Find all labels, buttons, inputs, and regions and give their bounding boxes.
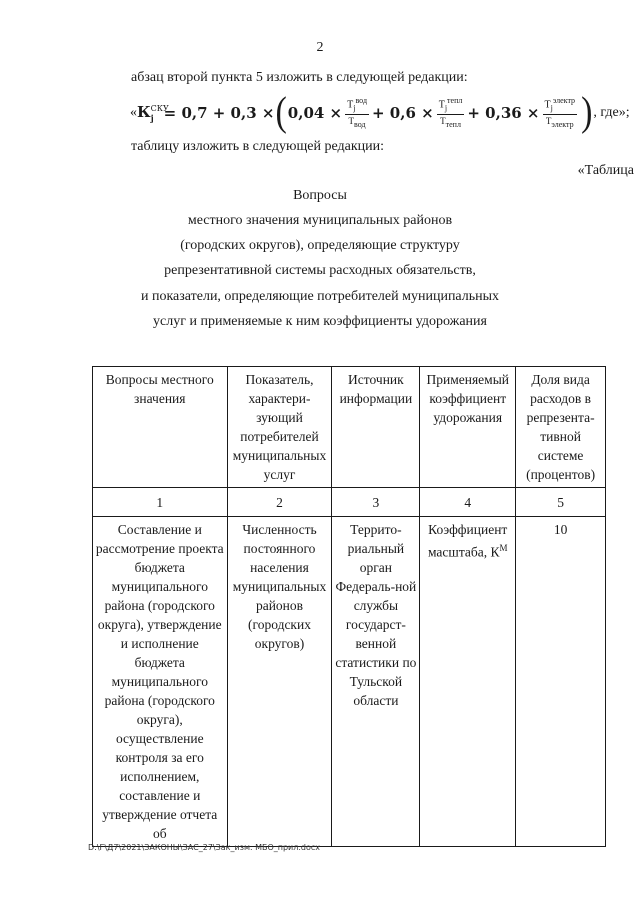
header-source: Источник информации (332, 367, 420, 488)
table-column-numbers-row (93, 488, 606, 517)
table-instruction-line: таблицу изложить в следующей редакции: (131, 139, 385, 154)
formula-tail: , где»; (593, 105, 630, 120)
formula-plus-electric: + 0,36 × (467, 104, 540, 122)
formula-plus-heat: + 0,6 × (372, 104, 434, 122)
formula-open-quote: « (130, 105, 137, 120)
header-indicator: Показатель, характери-зующий потребителей муниципальных услуг (227, 367, 332, 488)
formula-fraction-electric: $\frac{Т_j^{электр}}{\text{Тэлектр}}$ (544, 95, 576, 130)
cell-indicator: Численность постоянного населения муниципальных районов (городских округов) (227, 517, 332, 847)
footer-file-path: D:\Г\Д7\2021\ЗАКОНЫ\ЗАС_27\Зак_изм. МБО_прил.docx (88, 843, 321, 852)
formula-open-paren: ( (275, 90, 287, 135)
intro-line: абзац второй пункта 5 изложить в следующей редакции: (131, 70, 468, 85)
header-questions: Вопросы местного значения (93, 367, 228, 488)
cell-source: Террито-риальный орган Федераль-ной службы государст-венной статистики по Тульской области (332, 517, 420, 847)
column-number: 4 (420, 488, 516, 517)
table-header-row (93, 367, 606, 488)
formula-fraction-water: $\frac{Т_j^{вод}}{\text{Твод}}$ (347, 95, 368, 130)
cell-coefficient: Коэффициент масштаба, $К^М$ (420, 517, 516, 847)
formula (130, 92, 630, 134)
header-share: Доля вида расходов в репрезента-тивной системе (процентов) (516, 367, 606, 488)
column-number: 5 (516, 488, 606, 517)
formula-coef-1: 0,04 × (287, 104, 343, 122)
table-row (93, 517, 606, 847)
cell-share: 10 (516, 517, 606, 847)
header-coefficient: Применяемый коэффициент удорожания (420, 367, 516, 488)
column-number: 3 (332, 488, 420, 517)
column-number: 2 (227, 488, 332, 517)
column-number: 1 (93, 488, 228, 517)
cell-question: Составление и рассмотрение проекта бюджета муниципального района (городского округа), утверждение и исполнение бюджета муниципального района (городского округа), осуществление контроля за его исполнением, составление и утверждение отчета об (93, 517, 228, 847)
heading-line-3: (городских округов), определяющие структуру (180, 238, 460, 253)
formula-equation: = 0,7 + 0,3 × (163, 104, 275, 122)
table-caption: «Таблица (577, 163, 634, 178)
heading-line-6: услуг и применяемые к ним коэффициенты удорожания (153, 314, 487, 329)
expenditure-table (92, 366, 606, 847)
page-number: 2 (316, 40, 324, 55)
formula-close-paren: ) (581, 90, 593, 135)
formula-fraction-heat: $\frac{Т_j^{тепл}}{\text{Ттепл}}$ (438, 95, 463, 130)
heading-line-1: Вопросы (293, 188, 347, 203)
formula-k-symbol: $К^{СКУ}_j$ (137, 103, 169, 123)
heading-line-4: репрезентативной системы расходных обязательств, (164, 263, 476, 278)
heading-line-5: и показатели, определяющие потребителей муниципальных (140, 289, 500, 304)
heading-line-2: местного значения муниципальных районов (187, 213, 453, 228)
